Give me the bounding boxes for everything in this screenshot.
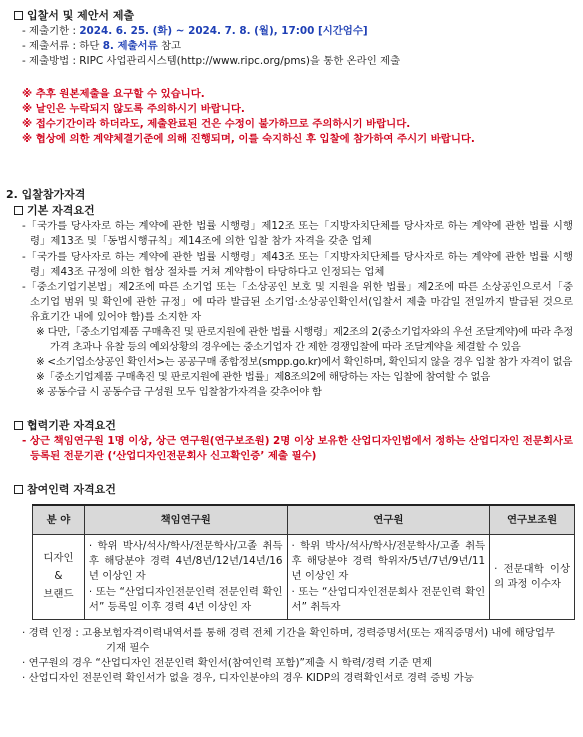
staff-heading: 참여인력 자격요건 [14, 482, 573, 498]
table-row [33, 535, 575, 619]
partner-heading: 협력기관 자격요건 [14, 418, 573, 434]
warning-item: ※ 날인은 누락되지 않도록 주의하시기 바랍니다. [22, 103, 245, 116]
footnote-researcher: · 연구원의 경우 “산업디자인 전문인력 확인서(참여인력 포함)”제출 시 학력/경력 기준 면제 [22, 656, 433, 669]
footnote-career-cont: 기재 필수 [106, 641, 150, 654]
table-header: 연구보조원 [490, 505, 575, 535]
table-cell-researcher: · 학위 박사/석사/학사/전문학사/고졸 취득 후 해당분야 경력 학위자/5년/7년/9년/11년 이상인 자 · 또는 “산업디자인전문회사 전문인력 확인서” 취득자 [287, 535, 490, 619]
submission-docs: - 제출서류 : 하단 8. 제출서류 참고 [22, 40, 182, 53]
checkbox-square-icon [14, 421, 23, 430]
checkbox-square-icon [14, 206, 23, 215]
basic-note: ※ <소기업소상공인 확인서>는 공공구매 종합정보(smpp.go.kr)에서 확인하며, 확인되지 않을 경우 입찰 참가 자격이 없음 [36, 356, 573, 369]
submission-heading: 입찰서 및 제안서 제출 [14, 8, 573, 24]
warning-item: ※ 추후 원본제출을 요구할 수 있습니다. [22, 88, 205, 101]
staff-qualification-table [32, 504, 575, 619]
section-2-title: 2. 입찰참가자격 [6, 188, 86, 202]
basic-note: ※「중소기업제품 구매촉진 및 판로지원에 관한 법률」제8조의2에 해당하는 자는 입찰에 참여할 수 없음 [36, 371, 490, 384]
deadline-value: 2024. 6. 25. (화) ~ 2024. 7. 8. (월), 17:00 [시간엄수] [79, 24, 368, 37]
basic-note: ※ 다만,「중소기업제품 구매촉진 및 판로지원에 관한 법률 시행령」제2조의 2(중소기업자와의 우선 조달계약)에 따라 추정가격 초과나 유찰 등의 예외상황의 경우에는 중소기업자 간 제한 경쟁입찰에 따라 조달계약을 체결할 수 있음 [36, 325, 573, 353]
footnote-kidp: · 산업디자인 전문인력 확인서가 없을 경우, 디자인분야의 경우 KIDP의 경력확인서로 경력 증빙 가능 [22, 671, 474, 684]
footnote-career: · 경력 인정 : 고용보험자격이력내역서를 통해 경력 전체 기간을 확인하며, 경력증명서(또는 재직증명서) 내에 해당업무 [22, 626, 555, 639]
partner-text: - 상근 책임연구원 1명 이상, 상근 연구원(연구보조원) 2명 이상 보유한 산업디자인법에서 정하는 산업디자인 전문회사로 등록된 전문기관 (‘산업디자인전문회사 신고확인증’ 제출 필수) [22, 435, 573, 463]
submission-deadline: - 제출기한 : 2024. 6. 25. (화) ~ 2024. 7. 8. (월), 17:00 [시간엄수] [22, 24, 368, 37]
table-cell-lead: · 학위 박사/석사/학사/전문학사/고졸 취득 후 해당분야 경력 4년/8년/12년/14년/16년 이상인 자 · 또는 “산업디자인전문인력 전문인력 확인서” 등록일 이후 경력 4년 이상인 자 [84, 535, 287, 619]
table-header: 연구원 [287, 505, 490, 535]
warning-list [14, 87, 573, 147]
checkbox-square-icon [14, 11, 23, 20]
warning-item: ※ 협상에 의한 계약체결기준에 의해 진행되며, 이를 숙지하신 후 입찰에 참가하여 주시기 바랍니다. [22, 133, 475, 146]
basic-heading: 기본 자격요건 [14, 203, 573, 219]
table-cell-assistant: · 전문대학 이상의 과정 이수자 [490, 535, 575, 619]
table-cell-category: 디자인 & 브랜드 [33, 535, 85, 619]
basic-item: -「중소기업기본법」제2조에 따른 소기업 또는「소상공인 보호 및 지원을 위한 법률」제2조에 따른 소상공인으로서「중소기업 범위 및 확인에 관한 규정」에 따라 발급된 소기업·소상공인확인서(입찰서 제출 마감일 전일까지 발급된 것으로 유효기간 내에 있어야 함)를 소지한 자 [22, 280, 573, 323]
basic-item: -「국가를 당사자로 하는 계약에 관한 법률 시행령」제12조 또는「지방자치단체를 당사자로 하는 계약에 관한 법률 시행령」제13조 및「동법시행규칙」제14조에 의한 입찰 참가 자격을 갖춘 업체 [22, 220, 573, 248]
checkbox-square-icon [14, 485, 23, 494]
table-header-row [33, 505, 575, 535]
basic-note: ※ 공동수급 시 공동수급 구성원 모두 입찰참가자격을 갖추어야 함 [36, 386, 322, 399]
table-header: 책임연구원 [84, 505, 287, 535]
footnotes [14, 626, 573, 686]
basic-item: -「국가를 당사자로 하는 계약에 관한 법률 시행령」제43조 또는「지방자치단체를 당사자로 하는 계약에 관한 법률 시행령」제43조 규정에 의한 협상 절차를 거쳐 계약함이 타당하다고 인정되는 업체 [22, 250, 573, 278]
warning-item: ※ 접수기간이라 하더라도, 제출완료된 건은 수정이 불가하므로 주의하시기 바랍니다. [22, 118, 411, 131]
table-header: 분 야 [33, 505, 85, 535]
submission-method: - 제출방법 : RIPC 사업관리시스템(http://www.ripc.org/pms)을 통한 온라인 제출 [22, 55, 401, 68]
